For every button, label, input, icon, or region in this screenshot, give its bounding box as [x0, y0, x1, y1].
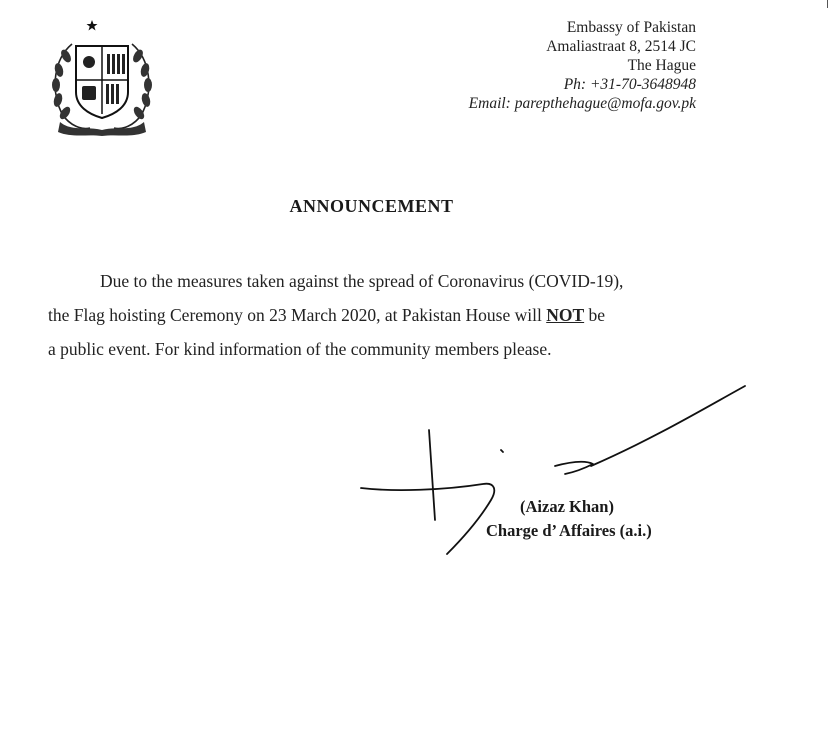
- document-title: ANNOUNCEMENT: [289, 196, 454, 216]
- phone-number: Ph: +31-70-3648948: [563, 76, 696, 93]
- signer-block: [486, 495, 652, 543]
- signer-name: (Aizaz Khan): [520, 497, 614, 516]
- page-edge-mark: [827, 0, 828, 8]
- body-line-1: Due to the measures taken against the spread of Coronavirus (COVID-19),: [100, 271, 624, 291]
- email-address: Email: parepthehague@mofa.gov.pk: [468, 95, 696, 112]
- body-line-2: [48, 298, 698, 332]
- street-address: Amaliastraat 8, 2514 JC: [546, 38, 696, 55]
- signer-designation: Charge d’ Affaires (a.i.): [486, 521, 652, 540]
- state-emblem-icon: [42, 14, 162, 138]
- announcement-body: [48, 264, 698, 366]
- body-line-2-end: be: [584, 305, 606, 325]
- letterhead-address: [469, 18, 696, 113]
- city: The Hague: [627, 57, 696, 74]
- org-name: Embassy of Pakistan: [566, 19, 696, 36]
- body-line-2-start: the Flag hoisting Ceremony on 23 March 2020, at Pakistan House will: [48, 305, 547, 325]
- body-line-3: a public event. For kind information of the community members please.: [48, 339, 552, 359]
- emphasis-not: NOT: [546, 305, 585, 325]
